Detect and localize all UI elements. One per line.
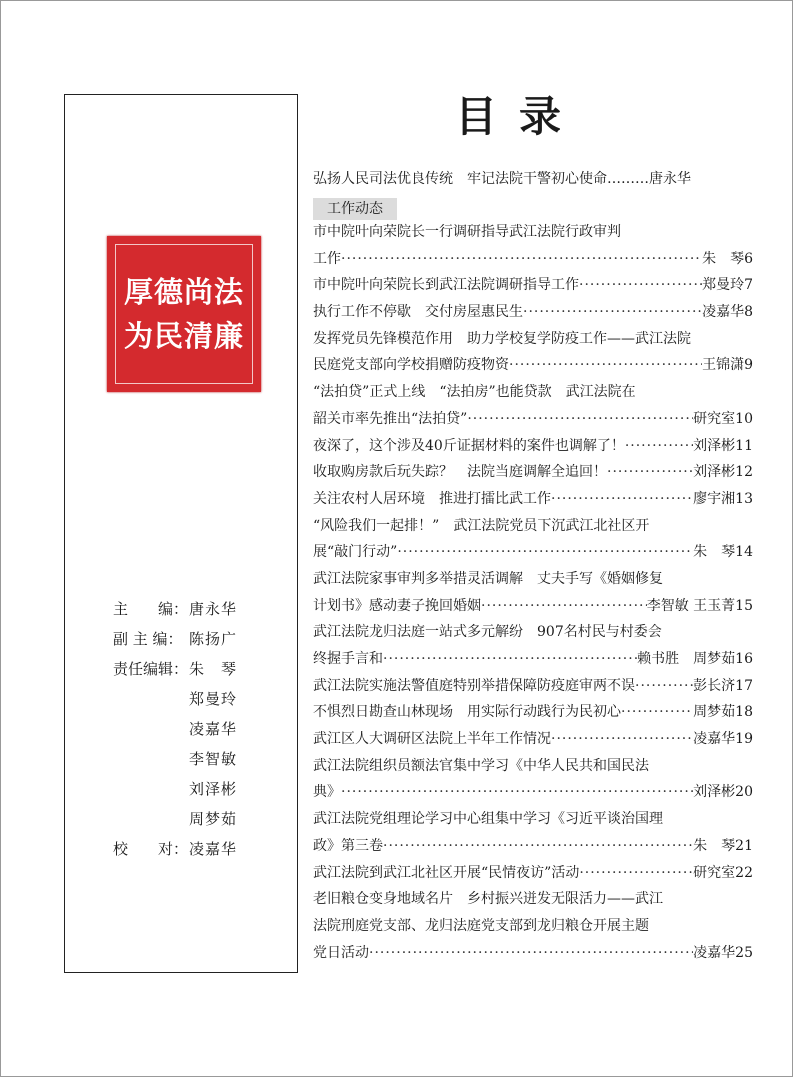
toc-entry-author-page: 刘泽彬12 [693, 464, 753, 481]
toc-entry-text: 计划书》感动妻子挽回婚姻 [313, 597, 481, 614]
seal-inner-border [115, 244, 253, 384]
toc-entry-text: 关注农村人居环境 推进打擂比武工作 [313, 490, 551, 507]
toc-entry-line [313, 539, 753, 566]
toc-entry-text: 武江法院实施法警值庭特别举措保障防疫庭审两不误 [313, 677, 635, 694]
toc-entry-line [313, 726, 753, 753]
staff-name: 郑曼玲 [189, 690, 238, 708]
toc-list [313, 219, 753, 966]
toc-entry-text: 收取购房款后玩失踪？ 法院当庭调解全追回！ [313, 464, 607, 481]
toc-entry-text: 夜深了，这个涉及40斤证据材料的案件也调解了！ [313, 437, 625, 454]
toc-leader-dots [369, 940, 693, 967]
toc-entry-text: 武江法院组织员额法官集中学习《中华人民共和国民法 [313, 757, 649, 774]
staff-name: 唐永华 [189, 600, 238, 618]
toc-leader-dots [509, 352, 702, 379]
toc-entry-author-page: 凌嘉华25 [693, 944, 753, 961]
toc-entry-line [313, 299, 753, 326]
staff-name: 凌嘉华 [189, 720, 238, 738]
toc-entry-text: 不惧烈日勘查山林现场 用实际行动践行为民初心 [313, 704, 621, 721]
toc-entry-line [313, 513, 753, 540]
staff-name: 李智敏 [189, 750, 238, 768]
toc-entry-line [313, 326, 753, 353]
staff-name: 凌嘉华 [189, 840, 238, 858]
toc-entry-text: 展“敲门行动” [313, 544, 398, 561]
toc-leader-dots [523, 299, 702, 326]
toc-leader-dots [397, 539, 693, 566]
seal-line-1: 厚德尚法 [123, 275, 244, 309]
toc-title: 目录 [455, 92, 584, 141]
toc-entry-text: 市中院叶向荣院长到武江法院调研指导工作 [313, 277, 579, 294]
toc-entry-line [313, 486, 753, 513]
toc-entry-line [313, 699, 753, 726]
toc-entry-line [313, 272, 753, 299]
toc-entry-author-page: 研究室10 [693, 410, 753, 427]
toc-entry-line [313, 886, 753, 913]
toc-entry-line [313, 646, 753, 673]
section-label: 工作动态 [313, 198, 397, 220]
toc-entry-author-page: 李智敏 王玉菁15 [646, 597, 753, 614]
toc-entry-line [313, 619, 753, 646]
toc-leader-dots [625, 433, 693, 460]
toc-leader-dots [551, 486, 693, 513]
toc-leader-dots [635, 673, 693, 700]
toc-entry-line [313, 433, 753, 460]
staff-role: 责任编辑： [113, 660, 189, 678]
toc-entry-text: 武江法院家事审判多举措灵活调解 丈夫手写《婚姻修复 [313, 570, 663, 587]
toc-entry-text: 政》第三卷 [313, 837, 383, 854]
toc-entry-text: 武江法院党组理论学习中心组集中学习《习近平谈治国理 [313, 811, 663, 828]
toc-entry-author-page: 廖宇湘13 [693, 490, 753, 507]
toc-entry-text: 工作 [313, 250, 341, 267]
toc-entry-text: 典》 [313, 784, 341, 801]
toc-leader-dots [481, 593, 647, 620]
toc-entry-line [313, 673, 753, 700]
staff-role: 副 主 编： [113, 630, 183, 648]
toc-entry-text: 市中院叶向荣院长一行调研指导武江法院行政审判 [313, 224, 621, 240]
toc-entry-text: 执行工作不停歇 交付房屋惠民生 [313, 304, 523, 321]
toc-entry-author-page: 王锦潇9 [702, 357, 753, 374]
toc-entry-line [313, 566, 753, 593]
toc-entry-line [313, 806, 753, 833]
staff-name: 朱 琴 [189, 660, 238, 678]
toc-leader-dots [467, 406, 693, 433]
toc-entry-line [313, 779, 753, 806]
toc-entry-author-page: 赖书胜 周梦茹16 [637, 651, 753, 667]
staff-name: 陈扬广 [189, 630, 238, 648]
toc-leader-dots [579, 272, 702, 299]
toc-entry-line [313, 379, 753, 406]
staff-name: 周梦茹 [189, 810, 238, 828]
toc-entry-line [313, 753, 753, 780]
toc-entry-line [313, 593, 753, 620]
toc-entry-line [313, 940, 753, 967]
staff-name: 刘泽彬 [189, 780, 238, 798]
toc-leader-dots [341, 779, 693, 806]
toc-entry-text: 民庭党支部向学校捐赠防疫物资 [313, 357, 509, 374]
motto-seal [107, 236, 261, 392]
toc-entry-text: 发挥党员先锋模范作用 助力学校复学防疫工作——武江法院 [313, 330, 691, 347]
toc-entry-author-page: 凌嘉华8 [702, 304, 753, 321]
toc-entry-author-page: 朱 琴14 [693, 544, 753, 561]
toc-entry-author-page: 朱 琴6 [702, 250, 753, 267]
toc-entry-line [313, 246, 753, 273]
toc-leader-dots [621, 699, 693, 726]
toc-leader-dots [579, 860, 693, 887]
toc-entry-author-page: 研究室22 [693, 864, 753, 881]
toc-entry-line [313, 352, 753, 379]
toc-entry-author-page: 周梦茹18 [693, 704, 753, 721]
toc-entry-line [313, 860, 753, 887]
toc-entry-author-page: 凌嘉华19 [693, 731, 753, 748]
toc-entry-line [313, 459, 753, 486]
toc-entry-text: 武江法院龙归法庭一站式多元解纷 907名村民与村委会 [313, 624, 662, 641]
toc-entry-text: 武江法院到武江北社区开展“民情夜访”活动 [313, 864, 580, 881]
toc-entry-line [313, 913, 753, 940]
toc-entry-text: “法拍贷”正式上线 “法拍房”也能贷款 武江法院在 [313, 384, 636, 401]
toc-lead-entry: 弘扬人民司法优良传统 牢记法院干警初心使命………唐永华 [313, 171, 691, 187]
toc-entry-author-page: 郑曼玲7 [702, 277, 753, 294]
toc-entry-text: “风险我们一起排！” 武江法院党员下沉武江北社区开 [313, 517, 650, 534]
staff-role: 主 编： [113, 600, 189, 618]
toc-entry-line [313, 406, 753, 433]
toc-entry-text: 韶关市率先推出“法拍贷” [313, 410, 468, 427]
toc-entry-author-page: 刘泽彬11 [693, 437, 753, 454]
toc-entry-line [313, 219, 753, 246]
toc-entry-text: 武江区人大调研区法院上半年工作情况 [313, 731, 551, 748]
toc-entry-line [313, 833, 753, 860]
seal-line-2: 为民清廉 [123, 319, 244, 353]
toc-entry-text: 法院刑庭党支部、龙归法庭党支部到龙归粮仓开展主题 [313, 917, 649, 934]
toc-entry-author-page: 彭长济17 [693, 677, 753, 694]
toc-leader-dots [551, 726, 693, 753]
staff-role: 校 对： [113, 840, 189, 858]
toc-leader-dots [607, 459, 693, 486]
toc-entry-text: 党日活动 [313, 944, 369, 961]
toc-entry-author-page: 朱 琴21 [693, 837, 753, 854]
toc-entry-author-page: 刘泽彬20 [693, 784, 753, 801]
toc-entry-text: 老旧粮仓变身地域名片 乡村振兴迸发无限活力——武江 [313, 891, 663, 908]
toc-leader-dots [341, 246, 702, 273]
toc-entry-text: 终握手言和 [313, 651, 383, 667]
toc-leader-dots [383, 833, 693, 860]
toc-leader-dots [383, 646, 637, 673]
